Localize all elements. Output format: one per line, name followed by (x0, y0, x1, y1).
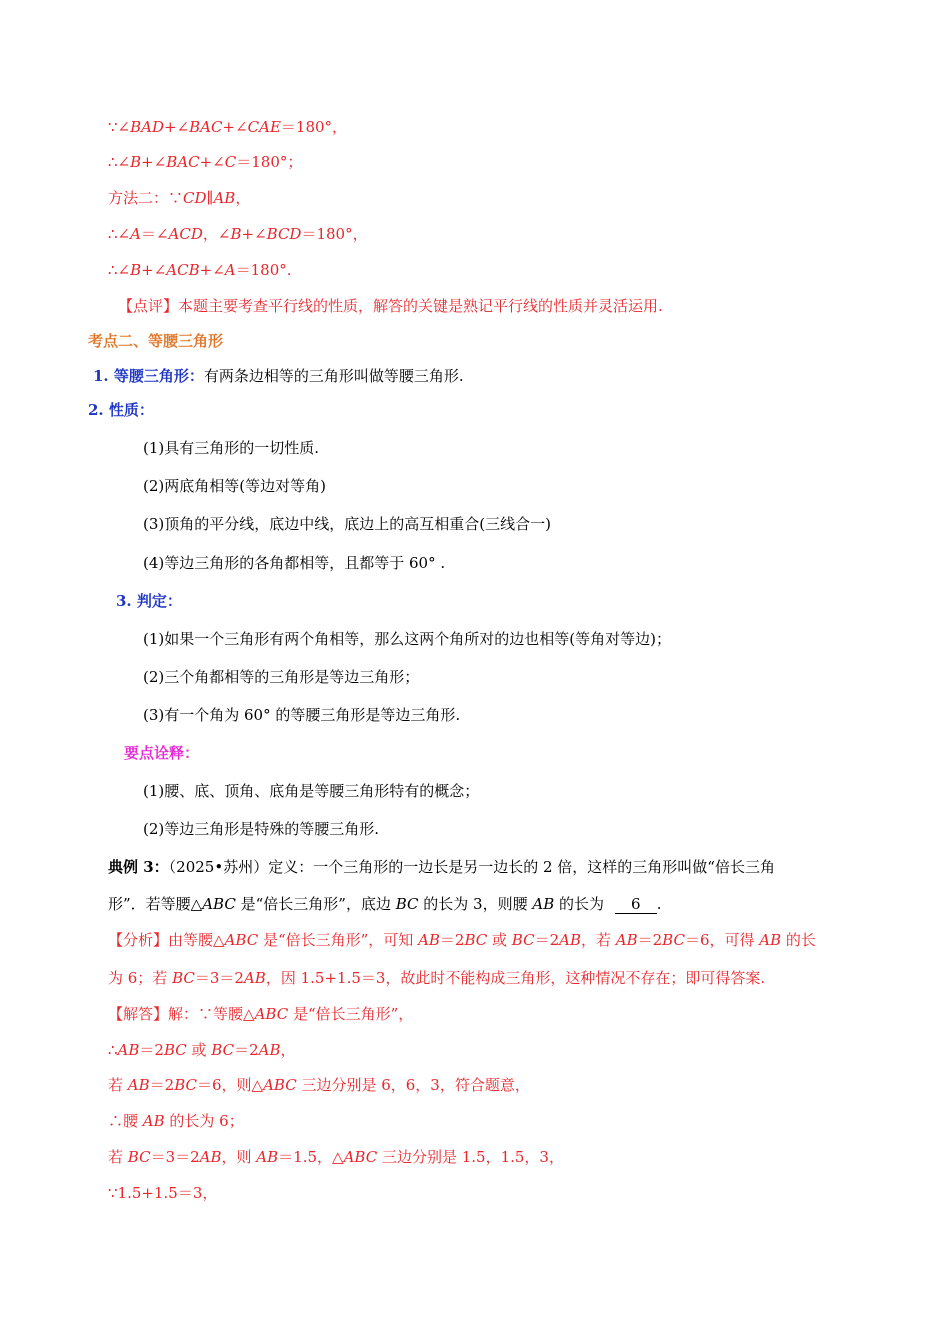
math-term: ABC (254, 1005, 289, 1023)
text: ＝2 (149, 1076, 175, 1094)
text: ＝2 (234, 1041, 259, 1059)
analysis-line-1 (108, 930, 816, 950)
analysis-line-2 (108, 968, 765, 988)
text: ∴∠ (108, 225, 131, 243)
text: ＝2 (637, 931, 663, 949)
proof-line-4 (108, 224, 368, 244)
text: 解：∵等腰△ (168, 1005, 255, 1023)
math-term: AB (256, 1148, 279, 1166)
analysis-label: 【分析】 (108, 931, 169, 949)
text: 方法二：∵ (108, 189, 184, 207)
math-term: AB (532, 895, 555, 913)
text: 或 (186, 1041, 212, 1059)
text: +∠ (141, 153, 167, 171)
math-term: C (224, 153, 237, 171)
text: ＝180°； (236, 153, 303, 171)
math-term: AB (615, 931, 638, 949)
text: 形”．若等腰△ (108, 895, 203, 913)
review-text: 本题主要考查平行线的性质，解答的关键是熟记平行线的性质并灵活运用. (178, 297, 663, 315)
judgement-item: (2)三个角都相等的三角形是等边三角形； (143, 668, 420, 686)
proof-line-5 (108, 260, 292, 280)
math-term: AB (759, 931, 782, 949)
math-term: ABC (202, 895, 236, 913)
solution-line-5 (108, 1147, 564, 1167)
note-item: (2)等边三角形是特殊的等腰三角形. (143, 820, 380, 838)
text: 的长为 (554, 895, 609, 913)
math-term: BC (662, 931, 685, 949)
text: +∠ (141, 261, 167, 279)
text: 三边分别是 1.5，1.5，3， (377, 1148, 564, 1166)
text: 的长为 3，则腰 (418, 895, 533, 913)
math-term: A (130, 225, 141, 243)
section-heading: 考点二、等腰三角形 (88, 332, 224, 350)
text: ，因 1.5+1.5＝3，故此时不能构成三角形，这种情况不存在；即可得答案. (265, 969, 766, 987)
review-line (118, 296, 663, 316)
text: ＝3＝2 (150, 1148, 200, 1166)
math-term: ACB (166, 261, 200, 279)
text: +∠ (164, 118, 190, 136)
text: 是“倍长三角形”，底边 (235, 895, 396, 913)
math-term: BC (174, 1076, 197, 1094)
math-term: BC (211, 1041, 235, 1059)
text: +∠ (199, 153, 225, 171)
example-label: 典例 3： (108, 858, 169, 876)
text: 由等腰△ (168, 931, 225, 949)
text: ＝6，则△ (196, 1076, 264, 1094)
text: 的长为 6； (164, 1112, 244, 1130)
text: +∠ (241, 225, 267, 243)
property-item: (4)等边三角形的各角都相等，且都等于 60° . (143, 554, 446, 572)
text: ＝180°， (301, 225, 368, 243)
math-term: AB (117, 1041, 140, 1059)
math-term: BAC (166, 153, 200, 171)
math-term: BC (511, 931, 535, 949)
text: ，若 (580, 931, 616, 949)
math-term: ABC (263, 1076, 297, 1094)
text: ， (280, 1041, 296, 1059)
definition-line (93, 366, 464, 386)
math-term: AB (418, 931, 440, 949)
judgement-item: (3)有一个角为 60° 的等腰三角形是等边三角形. (143, 706, 461, 724)
math-term: CAE (247, 118, 281, 136)
text: ＝∠ (140, 225, 169, 243)
math-term: AB (243, 969, 266, 987)
text: ∵∠ (108, 118, 131, 136)
text: ，则 (221, 1148, 257, 1166)
solution-line-3 (108, 1075, 530, 1095)
judgement-item: (1)如果一个三角形有两个角相等，那么这两个角所对的边也相等(等角对等边)； (143, 630, 671, 648)
math-term: ACD (168, 225, 203, 243)
solution-line-1 (108, 1004, 413, 1024)
text: ＝2 (534, 931, 560, 949)
math-term: ABC (343, 1148, 378, 1166)
proof-line-1 (108, 117, 347, 137)
proof-line-3 (108, 188, 250, 208)
math-term: BAD (130, 118, 165, 136)
judgement-heading: 3. 判定： (116, 592, 182, 610)
math-term: CD (183, 189, 207, 207)
notes-heading: 要点诠释： (124, 744, 200, 762)
text: ＝2 (139, 1041, 164, 1059)
math-term: AB (213, 189, 236, 207)
review-label: 【点评】 (118, 297, 179, 315)
text: ∴∠ (108, 261, 131, 279)
math-term: AB (199, 1148, 222, 1166)
solution-line-6 (108, 1183, 217, 1203)
math-term: BAC (189, 118, 223, 136)
definition-text: 有两条边相等的三角形叫做等腰三角形. (203, 367, 464, 385)
text: 是“倍长三角形”， (288, 1005, 414, 1023)
answer-blank: 6 (615, 896, 657, 914)
math-term: BCD (266, 225, 302, 243)
math-term: AB (559, 931, 581, 949)
property-item: (1)具有三角形的一切性质. (143, 439, 320, 457)
example-question-line-1 (108, 857, 775, 877)
text: 为 6；若 (108, 969, 173, 987)
text: ＝180°. (235, 261, 292, 279)
text: 若 (108, 1148, 128, 1166)
text: ∵1.5+1.5＝3， (108, 1184, 218, 1202)
text: 的长 (781, 931, 816, 949)
math-term: A (224, 261, 236, 279)
math-term: AB (142, 1112, 165, 1130)
solution-line-2 (108, 1040, 295, 1060)
math-term: ABC (224, 931, 259, 949)
text: +∠ (199, 261, 225, 279)
math-term: BC (127, 1148, 151, 1166)
text: 三边分别是 6，6，3，符合题意， (296, 1076, 530, 1094)
text: 是“倍长三角形”，可知 (258, 931, 419, 949)
text: ＝2 (439, 931, 465, 949)
math-term: B (130, 153, 142, 171)
property-item: (2)两底角相等(等边对等角) (143, 477, 326, 495)
math-term: BC (395, 895, 419, 913)
text: ∥ (206, 189, 214, 207)
math-term: BC (464, 931, 488, 949)
math-term: B (130, 261, 142, 279)
text: ＝1.5，△ (278, 1148, 344, 1166)
text: ＝6，可得 (684, 931, 760, 949)
text: ∴腰 (108, 1112, 143, 1130)
math-term: AB (258, 1041, 281, 1059)
text: ＝180°， (280, 118, 348, 136)
text: ， (235, 189, 251, 207)
question-text: （2025•苏州）定义：一个三角形的一边长是另一边长的 2 倍，这样的三角形叫做“倍长三角 (168, 858, 775, 876)
text: ∴ (108, 1041, 118, 1059)
text: ＝3＝2 (194, 969, 244, 987)
math-term: BC (172, 969, 195, 987)
properties-heading: 2. 性质： (88, 401, 154, 419)
math-term: BC (163, 1041, 187, 1059)
text: . (656, 895, 662, 913)
text: ，∠ (202, 225, 231, 243)
definition-label: 1. 等腰三角形： (93, 367, 204, 385)
property-item: (3)顶角的平分线，底边中线，底边上的高互相重合(三线合一) (143, 515, 551, 533)
proof-line-2 (108, 152, 302, 172)
note-item: (1)腰、底、顶角、底角是等腰三角形特有的概念； (143, 782, 480, 800)
example-question-line-2 (108, 894, 662, 914)
text: 若 (108, 1076, 128, 1094)
math-term: AB (127, 1076, 150, 1094)
math-term: B (230, 225, 242, 243)
text: +∠ (222, 118, 248, 136)
solution-label: 【解答】 (108, 1005, 169, 1023)
solution-line-4 (108, 1111, 244, 1131)
text: ∴∠ (108, 153, 131, 171)
text: 或 (487, 931, 512, 949)
